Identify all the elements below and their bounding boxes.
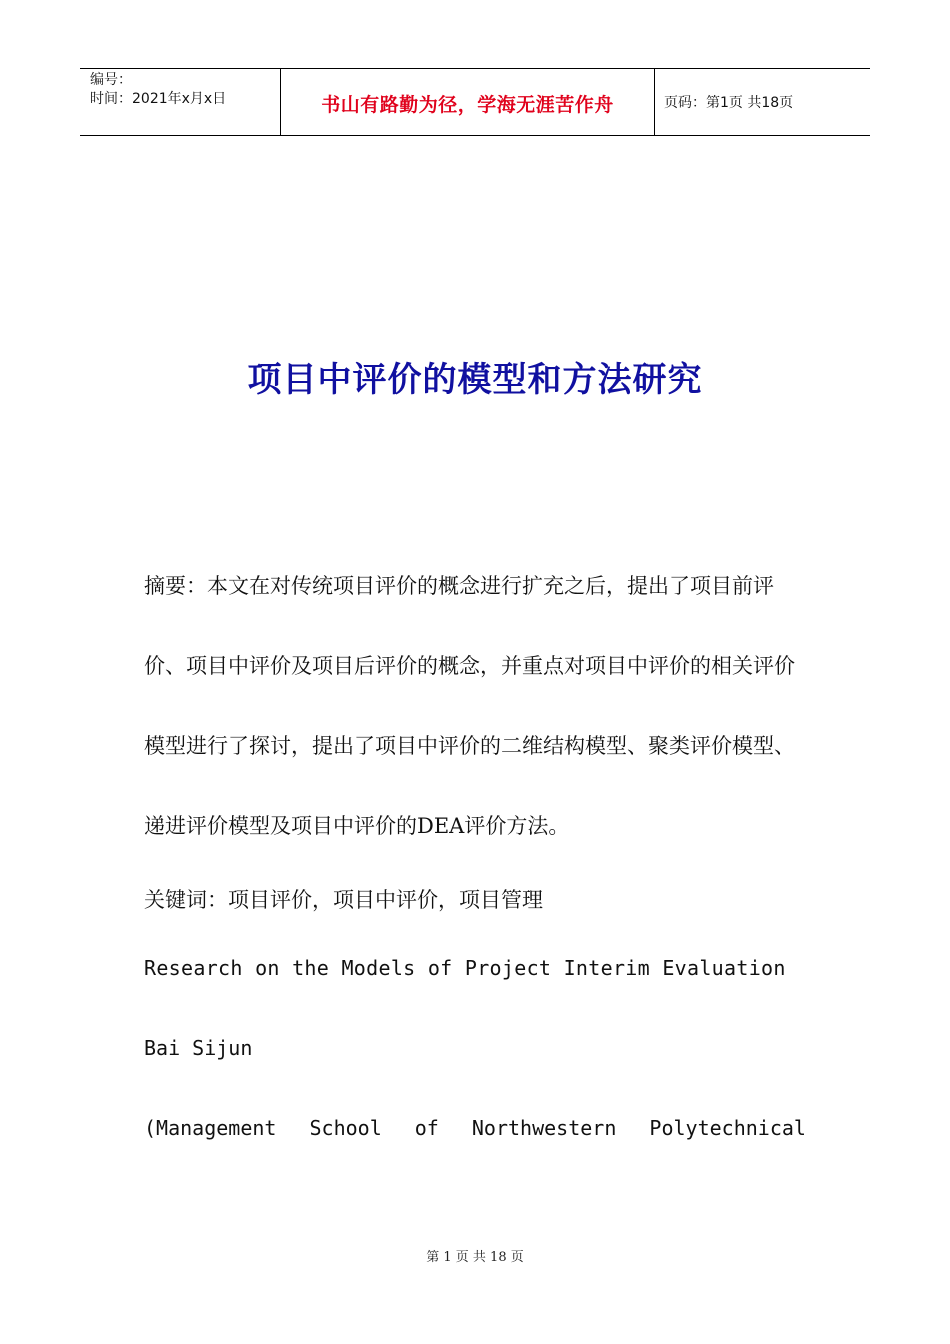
abstract-paragraph: 摘要：本文在对传统项目评价的概念进行扩充之后，提出了项目前评价、项目中评价及项目后评价的概念，并重点对项目中评价的相关评价模型进行了探讨，提出了项目中评价的二维结构模型、聚类评价模型、递进评价模型及项目中评价的DEA评价方法。: [144, 574, 795, 838]
motto-text: 书山有路勤为径，学海无涯苦作舟: [321, 93, 614, 116]
author-name: Bai Sijun: [144, 1036, 253, 1060]
keywords-line: 关键词：项目评价，项目中评价，项目管理: [144, 888, 543, 912]
affiliation-word: (Management: [144, 1116, 277, 1140]
page-footer: 第 1 页 共 18 页: [426, 1250, 524, 1265]
affiliation-word: Polytechnical: [649, 1116, 806, 1140]
affiliation-word: Northwestern: [471, 1116, 617, 1140]
affiliation-word: of: [414, 1116, 439, 1140]
header-page-cell: [655, 69, 870, 135]
english-title: Research on the Models of Project Interim Evaluation: [144, 956, 786, 980]
header-motto-cell: [281, 69, 655, 135]
document-title: 项目中评价的模型和方法研究: [247, 360, 703, 400]
affiliation-word: School: [309, 1116, 382, 1140]
header-meta-cell: [80, 69, 281, 135]
affiliation-line: [144, 1116, 806, 1140]
document-header: [80, 68, 870, 136]
time-label: 时间：2021年x月x日: [90, 91, 227, 107]
number-label: 编号：: [90, 72, 132, 88]
page-info: 页码：第1页 共18页: [664, 95, 794, 111]
